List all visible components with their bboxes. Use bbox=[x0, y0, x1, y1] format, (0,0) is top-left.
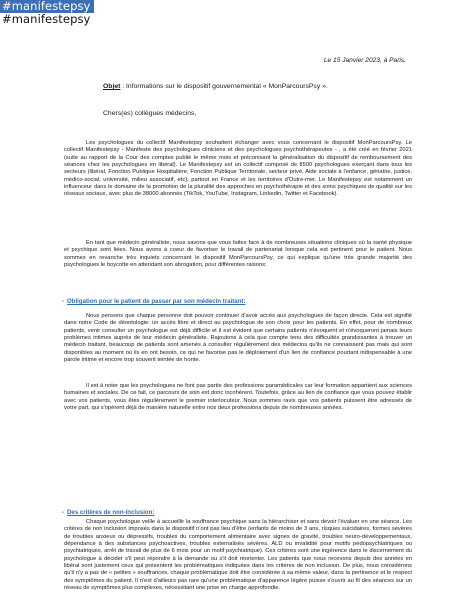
paragraph-medecin-generaliste: En tant que médecin généraliste, nous savons que vous faites face à de nombreuses situations cliniques où la santé physique et psychique sont liées. Nous avons à coeur de favoriser le travail de partenariat lorsque cela est pertinent pour le patient. Nous sommes en revanche très inquiets concernant le dispositif MonParcoursPsy, ce qui explique qu'une très grande majorité des psychologues le boycotte en attendant son abrogation, pour différentes raisons: bbox=[64, 240, 412, 269]
section-1-title: Obligation pour le patient de passer par son médecin traitant: bbox=[67, 298, 246, 305]
paragraph-collectif: Les psychologues du collectif Manifestepsy souhaitent échanger avec vous concernant le dispositif MonParcoursPsy. Le collectif Manifestepsy - Manifeste des psychologues cliniciens et des psychologues psychothérapeutes - , a été créé en février 2021 (suite au rapport de la Cour des comptes publié le même mois et préconisant la généralisation du dispositif de remboursement des séances chez les psychologues en libéral). Le Manifestepsy est un collectif composé de 8500 psychologues exerçant dans tous les secteurs (libéral, Fonction Publique Hospitalière, Fonction Publique Territoriale, secteur privé, Aide sociale à l'enfance, gériatrie, justice, médico-social, université, milieu associatif, etc), partout en France et les territoires d'Outre-mer. Le Manifestepsy est notamment un influenceur dans le domaine de la promotion de la pluralité des approches en psychothérapie et des soins psychiques de qualité sur les réseaux sociaux, avec plus de 38000 abonnés (TikTok, YouTube, Instagram, Linkedin, Twitter et Facebook). bbox=[64, 140, 412, 198]
dash-bullet-icon: - bbox=[62, 509, 65, 516]
hashtag-header bbox=[0, 0, 94, 25]
subject-text: : Informations sur le dispositif gouvernemental « MonParcoursPsy ». bbox=[120, 83, 328, 90]
section-heading-medecin-traitant bbox=[62, 298, 245, 305]
section-heading-criteres bbox=[62, 509, 154, 516]
salutation: Chers(es) collègues médecins, bbox=[103, 110, 197, 117]
hashtag-banner-bottom: #manifestepsy bbox=[0, 13, 94, 26]
dash-bullet-icon: - bbox=[62, 298, 65, 305]
paragraph-non-inclusion: Chaque psychologue veille à accueillir la souffrance psychique sans la hiérarchiser et sans devoir l'évaluer en une séance. Les critères de non inclusion imposés dans le dispositif n'ont pas lieu d'être (enfants de moins de 3 ans, risques suicidaires, formes sévères de troubles anxieux ou dépressifs, troubles du comportement alimentaire avec signes de gravité, troubles neuro-développementaux, dépendance à des substances psychoactives, troubles externalisés sévères, ALD ou invalidité pour motifs pédopsychiatriques ou psychiatriques, arrêt de travail de plus de 6 mois pour un motif psychiatrique). Ces critères sont une ingérence dans le discernement du psychologue à décider s'il peut répondre à la demande ou s'il doit réorienter. Les patients que nous recevons depuis des années en libéral sont justement ceux qui présentent les problématiques indiquées dans les critères de non inclusion. De plus, nous considérons qu'il n'y a pas de « petites » souffrances, chaque problématique doit être considérée à sa même valeur, dans la pertinence et le respect des symptômes du patient. Il n'est d'ailleurs pas rare qu'une problématique d'apparence légère puisse s'ouvrir au fil des séances sur un réseau de symptômes plus complexes, nécessitant une prise en charge approfondie. bbox=[64, 519, 412, 592]
section-2-title: Des critères de non-inclusion: bbox=[67, 509, 155, 516]
paragraph-acces-direct: Nous pensons que chaque personne doit pouvoir continuer d'avoir accès aux psychologues de façon directe. Cela est signifié dans notre Code de déontologie: un accès libre et direct au psychologue de son choix pour les patients. En effet, pour de nombreux patients, venir consulter un psychologue est déjà difficile et il est évident que certains patients n'évoquent et n'évoqueront jamais leurs problèmes intimes auprès de leur médecin généraliste. Rajoutons à cela que compte tenu des difficultés grandissantes à trouver un médecin traitant, beaucoup de patients sont amenés à consulter régulièrement des médecins qu'ils ne connaissent pas mais qui sont disponibles au moment où ils en ont besoin, ce qui ne favorise pas le déploiement d'un lien de confiance pourtant indispensable à une parole intime et encore trop souvent teintée de honte. bbox=[64, 313, 412, 364]
paragraph-sciences-humaines: Il est à noter que les psychologues ne font pas partie des professions paramédicales car leur formation appartient aux sciences humaines et sociales. De ce fait, ce parcours de soin est donc incohérent. Toutefois, grâce au lien de confiance que vous pouvez établir avec vos patients, vous êtes régulièrement le premier interlocuteur. Nous sommes ravis que vos patients puissent être adressés de votre part, qui s'opèrent déjà de manière naturelle entre nos deux professions depuis de nombreuses années. bbox=[64, 383, 412, 412]
letter-subject bbox=[103, 83, 328, 90]
letter-date: Le 15 Janvier 2023, à Paris. bbox=[323, 57, 406, 64]
hashtag-banner-top: #manifestepsy bbox=[0, 0, 94, 13]
subject-label: Objet bbox=[103, 83, 121, 90]
